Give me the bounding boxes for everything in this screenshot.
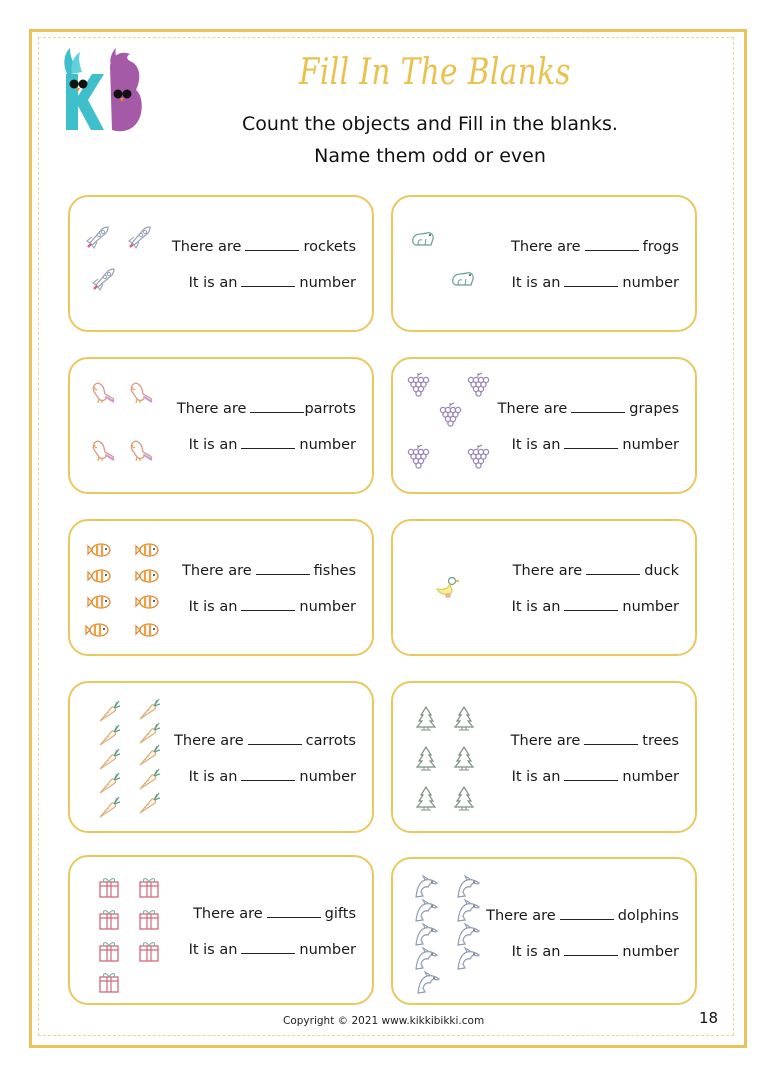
dolphin-icon (455, 897, 481, 923)
count-blank[interactable] (267, 905, 321, 918)
object-name: duck (644, 563, 679, 579)
count-sentence (172, 238, 356, 255)
count-blank[interactable] (571, 400, 625, 413)
carrot-icon (96, 769, 122, 795)
sentence-prefix: It is an (511, 275, 561, 291)
card-duck (391, 519, 697, 656)
gift-icon (96, 905, 122, 931)
sentence-suffix: number (299, 769, 356, 785)
instruction-line-2: Name them odd or even (314, 145, 546, 167)
count-sentence (511, 732, 679, 749)
dolphin-icon (413, 945, 439, 971)
parity-sentence (512, 274, 679, 291)
carrot-icon (136, 789, 162, 815)
sentence-suffix: number (622, 437, 679, 453)
gift-icon (136, 873, 162, 899)
sentence-prefix: It is an (188, 942, 238, 958)
card-fishes (68, 519, 374, 656)
parity-blank[interactable] (564, 768, 618, 781)
gift-icon (136, 905, 162, 931)
count-blank[interactable] (584, 732, 638, 745)
carrot-icon (96, 745, 122, 771)
object-name: frogs (642, 239, 679, 255)
parity-sentence (189, 941, 356, 958)
carrot-icon (96, 721, 122, 747)
tree-icon (413, 745, 439, 771)
card-frogs (391, 195, 697, 332)
rocket-icon (90, 265, 116, 291)
gift-icon (96, 873, 122, 899)
parity-blank[interactable] (564, 943, 618, 956)
card-dolphins (391, 857, 697, 1005)
sentence-suffix: number (622, 599, 679, 615)
sentence-prefix: There are (486, 908, 556, 924)
parity-sentence (512, 598, 679, 615)
grapes-icon (405, 371, 431, 397)
object-name: fishes (313, 563, 356, 579)
dolphin-icon (413, 897, 439, 923)
parity-sentence (189, 274, 356, 291)
count-sentence (486, 907, 679, 924)
sentence-prefix: It is an (511, 769, 561, 785)
sentence-prefix: There are (182, 563, 252, 579)
count-sentence (193, 905, 356, 922)
count-blank[interactable] (256, 562, 310, 575)
count-sentence (513, 562, 679, 579)
parrot-icon (90, 379, 116, 405)
parity-blank[interactable] (241, 436, 295, 449)
count-sentence (182, 562, 356, 579)
parity-sentence (512, 768, 679, 785)
fish-icon (134, 537, 160, 563)
sentence-prefix: There are (510, 733, 581, 749)
count-sentence (174, 732, 356, 749)
carrot-icon (136, 765, 162, 791)
sentence-suffix: number (622, 275, 679, 291)
count-blank[interactable] (248, 732, 302, 745)
gift-icon (96, 968, 122, 994)
dolphin-icon (413, 921, 439, 947)
fish-icon (134, 589, 160, 615)
parrot-icon (90, 437, 116, 463)
parity-blank[interactable] (564, 274, 618, 287)
sentence-prefix: It is an (511, 437, 561, 453)
object-name: parrots (304, 401, 356, 417)
fish-icon (134, 563, 160, 589)
grapes-icon (437, 401, 463, 427)
card-parrots (68, 357, 374, 494)
tree-icon (451, 705, 477, 731)
copyright-text: Copyright © 2021 www.kikkibikki.com (283, 1015, 485, 1027)
parity-sentence (189, 768, 356, 785)
grapes-icon (465, 443, 491, 469)
card-grapes (391, 357, 697, 494)
dolphin-icon (415, 969, 441, 995)
sentence-prefix: It is an (188, 769, 238, 785)
card-trees (391, 681, 697, 833)
fish-icon (134, 617, 160, 643)
grapes-icon (465, 371, 491, 397)
instruction-line-1: Count the objects and Fill in the blanks. (242, 113, 618, 135)
dolphin-icon (413, 873, 439, 899)
fish-icon (86, 537, 112, 563)
tree-icon (413, 785, 439, 811)
page-title: Fill In The Blanks (299, 52, 571, 93)
frog-icon (449, 265, 475, 291)
dolphin-icon (455, 921, 481, 947)
frog-icon (409, 225, 435, 251)
page-number: 18 (699, 1009, 719, 1027)
count-blank[interactable] (586, 562, 640, 575)
gift-icon (96, 937, 122, 963)
parity-sentence (189, 598, 356, 615)
fish-icon (86, 563, 112, 589)
object-name: gifts (324, 906, 356, 922)
parity-blank[interactable] (564, 598, 618, 611)
sentence-prefix: It is an (511, 599, 561, 615)
sentence-prefix: There are (511, 239, 581, 255)
carrot-icon (136, 695, 162, 721)
parity-sentence (512, 436, 679, 453)
carrot-icon (96, 793, 122, 819)
parrot-icon (128, 437, 154, 463)
sentence-suffix: number (299, 275, 356, 291)
tree-icon (413, 705, 439, 731)
sentence-prefix: There are (193, 906, 263, 922)
parrot-icon (128, 379, 154, 405)
grapes-icon (405, 443, 431, 469)
parity-blank[interactable] (564, 436, 618, 449)
parity-blank[interactable] (241, 598, 295, 611)
sentence-prefix: There are (497, 401, 568, 417)
object-name: dolphins (617, 908, 679, 924)
sentence-prefix: There are (174, 733, 244, 749)
parity-sentence (512, 943, 679, 960)
sentence-prefix: There are (171, 239, 242, 255)
sentence-prefix: There are (176, 401, 247, 417)
rocket-icon (84, 223, 110, 249)
card-gifts (68, 855, 374, 1005)
sentence-prefix: It is an (188, 275, 238, 291)
sentence-suffix: number (299, 942, 356, 958)
duck-icon (435, 573, 461, 599)
card-carrots (68, 681, 374, 833)
parity-blank[interactable] (241, 768, 295, 781)
object-name: rockets (303, 239, 356, 255)
count-sentence (177, 400, 356, 417)
sentence-prefix: It is an (188, 599, 238, 615)
count-sentence (511, 238, 679, 255)
sentence-suffix: number (622, 769, 679, 785)
count-blank[interactable] (250, 400, 304, 413)
sentence-prefix: It is an (511, 944, 561, 960)
parity-sentence (189, 436, 356, 453)
sentence-suffix: number (622, 944, 679, 960)
dolphin-icon (455, 945, 481, 971)
object-name: grapes (629, 401, 679, 417)
sentence-prefix: There are (512, 563, 583, 579)
carrot-icon (136, 741, 162, 767)
sentence-suffix: number (299, 437, 356, 453)
card-rockets (68, 195, 374, 332)
tree-icon (451, 745, 477, 771)
fish-icon (84, 617, 110, 643)
parity-blank[interactable] (241, 941, 295, 954)
carrot-icon (96, 697, 122, 723)
tree-icon (451, 785, 477, 811)
fish-icon (86, 589, 112, 615)
count-blank[interactable] (560, 907, 614, 920)
parity-blank[interactable] (241, 274, 295, 287)
sentence-suffix: number (299, 599, 356, 615)
gift-icon (136, 937, 162, 963)
count-blank[interactable] (245, 238, 299, 251)
count-sentence (498, 400, 679, 417)
rocket-icon (126, 223, 152, 249)
sentence-prefix: It is an (188, 437, 238, 453)
object-name: carrots (305, 733, 356, 749)
dolphin-icon (455, 873, 481, 899)
object-name: trees (642, 733, 679, 749)
kikkibikki-logo-icon (52, 46, 144, 134)
count-blank[interactable] (585, 238, 639, 251)
